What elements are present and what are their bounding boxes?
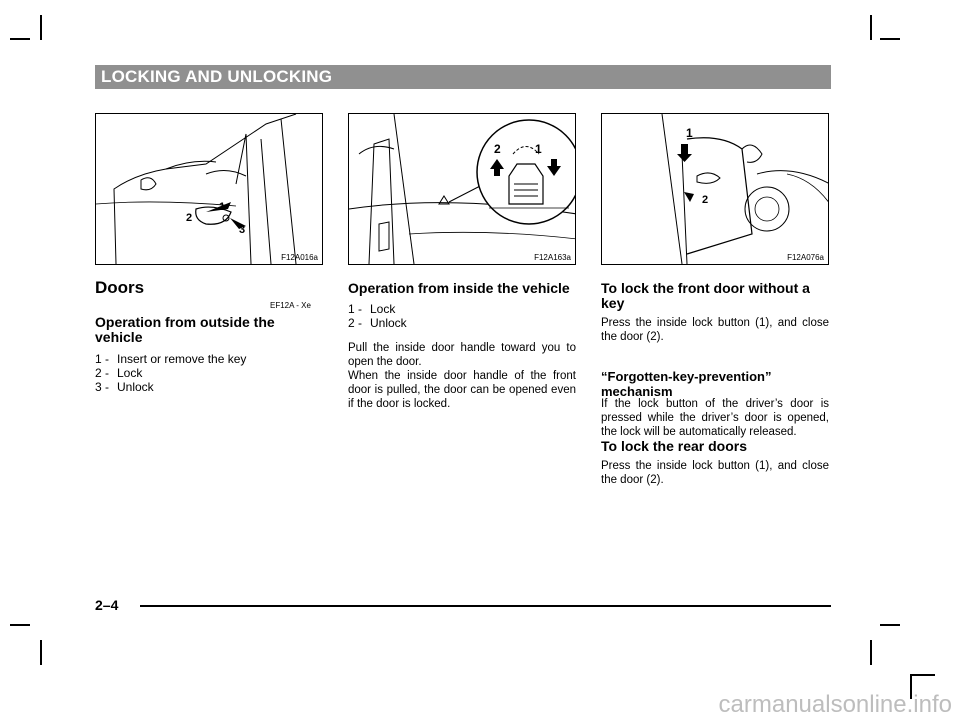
crop-mark (870, 640, 872, 665)
crop-mark (10, 624, 30, 626)
callout-1: 1 (686, 126, 693, 140)
list-item: 2 - Lock (95, 366, 143, 380)
section-title-doors: Doors (95, 278, 145, 297)
callout-2: 2 (494, 142, 501, 156)
callout-2: 2 (186, 212, 193, 224)
figure-door-inside (348, 113, 576, 265)
callout-1: 1 (535, 142, 542, 156)
crop-mark (880, 624, 900, 626)
front-door-illustration (602, 114, 829, 265)
crop-mark (10, 38, 30, 40)
corner-mark (910, 674, 935, 676)
inside-operation-list (348, 302, 576, 330)
figure-code: F12A016a (281, 253, 318, 262)
crop-mark (870, 15, 872, 40)
callout-3: 3 (239, 224, 246, 236)
outside-operation-list (95, 352, 323, 394)
list-item: 1 - Lock (348, 302, 396, 316)
crop-mark (880, 38, 900, 40)
crop-mark (40, 640, 42, 665)
forgotten-key-paragraph: If the lock button of the driver’s door is pressed while the driver’s door is opened, the lock will be automatically released. (601, 398, 829, 438)
subtitle-outside: Operation from outside the vehicle (95, 314, 275, 345)
door-inside-illustration (349, 114, 576, 265)
rear-doors-paragraph: Press the inside lock button (1), and close the door (2). (601, 460, 829, 486)
door-outside-illustration (96, 114, 323, 265)
subtitle-forgotten-key: “Forgotten-key-prevention” mechanism (601, 369, 772, 399)
watermark: carmanualsonline.info (718, 691, 952, 718)
figure-code: F12A163a (534, 253, 571, 262)
inside-paragraph-1: Pull the inside door handle toward you to open the door. (348, 342, 576, 368)
crop-mark (40, 15, 42, 40)
list-item: 3 - Unlock (95, 380, 154, 394)
front-door-paragraph: Press the inside lock button (1), and close the door (2). (601, 317, 829, 343)
reference-code: EF12A - Xe (270, 301, 311, 310)
subtitle-front-door: To lock the front door without a key (601, 280, 810, 311)
figure-door-outside (95, 113, 323, 265)
figure-front-door-lock (601, 113, 829, 265)
callout-2: 2 (702, 194, 709, 206)
subtitle-rear-doors: To lock the rear doors (601, 438, 747, 454)
subtitle-inside: Operation from inside the vehicle (348, 280, 570, 296)
list-item: 2 - Unlock (348, 316, 407, 330)
page-number: 2–4 (95, 597, 119, 613)
inside-paragraph-2: When the inside door handle of the front door is pulled, the door can be opened even if the door is locked. (348, 370, 576, 410)
footer-rule (140, 605, 831, 607)
section-header-title: LOCKING AND UNLOCKING (101, 67, 333, 86)
figure-code: F12A076a (787, 253, 824, 262)
callout-1: 1 (219, 201, 226, 213)
section-header (95, 65, 831, 89)
list-item: 1 - Insert or remove the key (95, 352, 247, 366)
